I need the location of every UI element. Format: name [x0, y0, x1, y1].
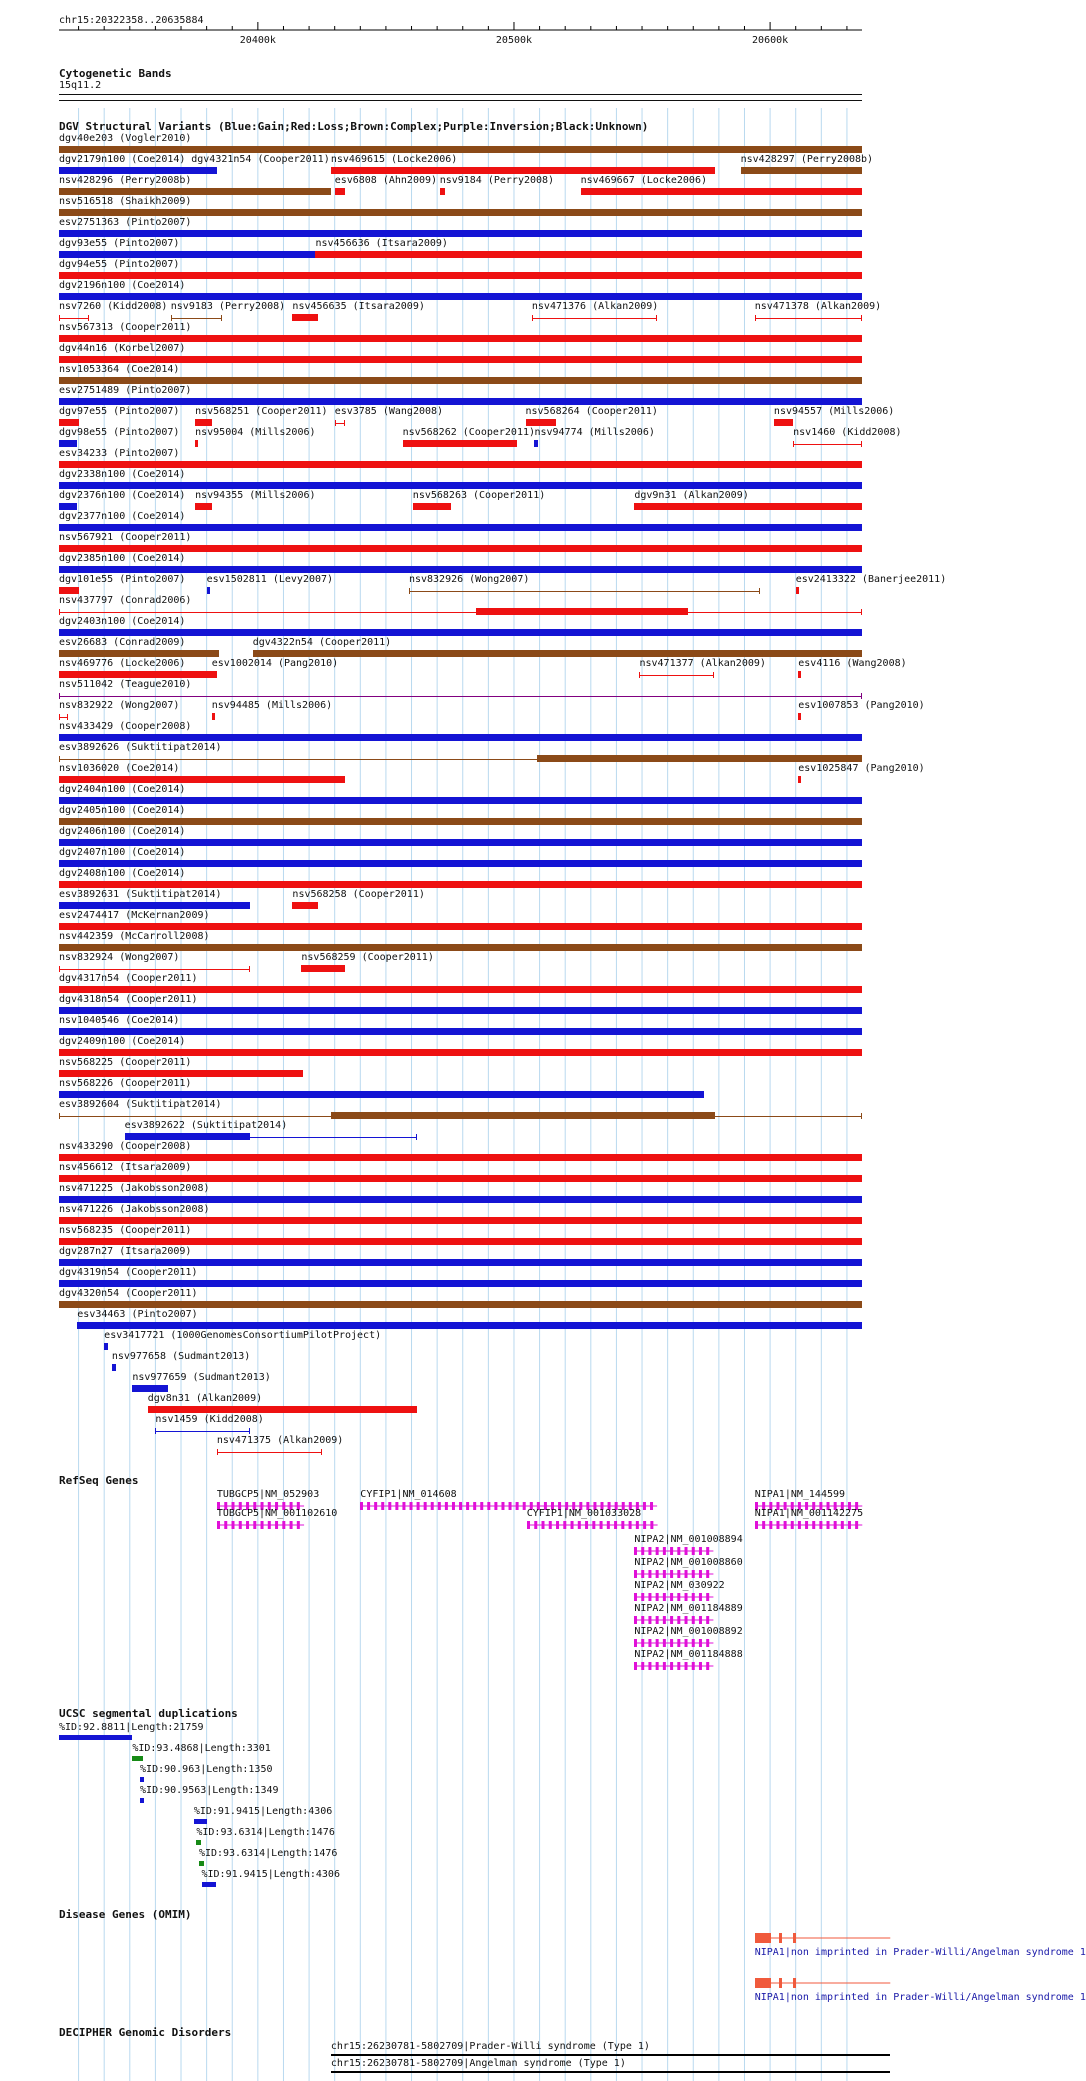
variant-bar[interactable] [59, 776, 345, 783]
variant-bar[interactable] [476, 608, 689, 615]
variant-bar[interactable] [413, 503, 451, 510]
variant-label: dgv2408n100 (Coe2014) [59, 868, 186, 879]
variant-label: nsv94355 (Mills2006) [195, 490, 316, 501]
variant-cap[interactable] [59, 315, 60, 321]
variant-bar[interactable] [217, 1452, 322, 1453]
variant-label: esv3892622 (Suktitipat2014) [124, 1120, 288, 1131]
variant-label: dgv4322n54 (Cooper2011) [252, 637, 392, 648]
gene-model[interactable] [217, 1520, 306, 1530]
segdup-label: %ID:90.963|Length:1350 [140, 1764, 273, 1775]
omim-gene-model[interactable] [755, 1977, 890, 1991]
gene-model[interactable] [634, 1661, 715, 1671]
variant-label: nsv9183 (Perry2008) [170, 301, 286, 312]
variant-label: esv2751489 (Pinto2007) [59, 385, 192, 396]
cytoband-bar-bottom [59, 100, 862, 101]
variant-label: dgv8n31 (Alkan2009) [147, 1393, 263, 1404]
decipher-label: chr15:26230781-5802709|Angelman syndrome (Type 1) [330, 2058, 626, 2069]
variant-label: nsv568258 (Cooper2011) [292, 889, 425, 900]
variant-label: dgv4321n54 (Cooper2011) [191, 154, 330, 165]
omim-label: NIPA1|non imprinted in Prader-Willi/Angelman syndrome 1 [754, 1992, 1086, 2003]
ruler-tick-label: 20600k [752, 35, 789, 46]
variant-label: nsv9184 (Perry2008) [439, 175, 555, 186]
variant-label: dgv2407n100 (Coe2014) [59, 847, 186, 858]
ruler-tick-label: 20500k [495, 35, 533, 46]
cytoband-label: 15q11.2 [59, 80, 102, 91]
segdup-label: %ID:93.6314|Length:1476 [196, 1827, 335, 1838]
variant-cap[interactable] [759, 588, 760, 594]
variant-bar[interactable] [104, 1343, 108, 1350]
variant-bar[interactable] [59, 209, 862, 216]
variant-label: nsv568263 (Cooper2011) [412, 490, 546, 501]
variant-bar[interactable] [59, 1070, 303, 1077]
variant-bar[interactable] [59, 1091, 704, 1098]
variant-label: nsv94557 (Mills2006) [773, 406, 895, 417]
variant-label: nsv469615 (Locke2006) [330, 154, 458, 165]
variant-cap[interactable] [335, 420, 336, 426]
variant-bar[interactable] [191, 167, 217, 174]
variant-bar[interactable] [59, 1049, 862, 1056]
variant-bar[interactable] [639, 675, 713, 676]
variant-label: nsv471375 (Alkan2009) [216, 1435, 344, 1446]
gene-model[interactable] [755, 1520, 864, 1530]
variant-bar[interactable] [171, 318, 222, 319]
variant-bar[interactable] [59, 293, 862, 300]
variant-label: nsv456636 (Itsara2009) [315, 238, 448, 249]
locus-label: chr15:20322358..20635884 [59, 15, 204, 26]
variant-bar[interactable] [59, 272, 862, 279]
coordinate-ruler[interactable] [0, 0, 890, 50]
variant-label: esv3892626 (Suktitipat2014) [59, 742, 222, 753]
variant-label: nsv568226 (Cooper2011) [59, 1078, 192, 1089]
segdup-label: %ID:92.8811|Length:21759 [59, 1722, 204, 1733]
variant-label: nsv832924 (Wong2007) [59, 952, 180, 963]
variant-label: esv26683 (Conrad2009) [59, 637, 186, 648]
variant-bar[interactable] [59, 419, 79, 426]
variant-bar[interactable] [59, 1238, 862, 1245]
variant-bar[interactable] [59, 167, 191, 174]
variant-label: nsv428297 (Perry2008b) [740, 154, 874, 165]
segdup-bar[interactable] [202, 1882, 216, 1887]
variant-cap[interactable] [88, 315, 89, 321]
gene-label: CYFIP1|NM_001033028 [526, 1508, 642, 1519]
variant-label: nsv832926 (Wong2007) [408, 574, 530, 585]
variant-bar[interactable] [59, 524, 862, 531]
variant-label: esv1007853 (Pang2010) [798, 700, 925, 711]
variant-bar[interactable] [301, 965, 345, 972]
variant-bar[interactable] [59, 566, 862, 573]
variant-bar[interactable] [155, 1431, 250, 1432]
variant-cap[interactable] [713, 672, 714, 678]
variant-bar[interactable] [195, 440, 198, 447]
variant-bar[interactable] [212, 713, 215, 720]
variant-label: dgv287n27 (Itsara2009) [59, 1246, 192, 1257]
variant-label: dgv44n16 (Korbel2007) [59, 343, 186, 354]
variant-bar[interactable] [59, 969, 250, 970]
variant-label: esv3785 (Wang2008) [334, 406, 444, 417]
segdup-label: %ID:93.4868|Length:3301 [132, 1743, 271, 1754]
variant-label: nsv1040546 (Coe2014) [59, 1015, 180, 1026]
variant-label: dgv94e55 (Pinto2007) [59, 259, 180, 270]
variant-cap[interactable] [861, 609, 862, 615]
variant-label: nsv471226 (Jakobsson2008) [59, 1204, 210, 1215]
variant-label: nsv568251 (Cooper2011) [195, 406, 328, 417]
variant-bar[interactable] [59, 335, 862, 342]
variant-label: dgv4319n54 (Cooper2011) [59, 1267, 198, 1278]
variant-label: nsv568259 (Cooper2011) [301, 952, 434, 963]
variant-cap[interactable] [59, 966, 60, 972]
variant-label: dgv2377n100 (Coe2014) [59, 511, 186, 522]
variant-bar[interactable] [59, 1280, 862, 1287]
segdup-bar[interactable] [132, 1756, 142, 1761]
variant-label: nsv94485 (Mills2006) [211, 700, 333, 711]
variant-label: nsv469667 (Locke2006) [580, 175, 707, 186]
variant-bar[interactable] [59, 1217, 862, 1224]
variant-bar[interactable] [59, 902, 250, 909]
variant-label: dgv93e55 (Pinto2007) [59, 238, 180, 249]
variant-label: nsv567313 (Cooper2011) [59, 322, 192, 333]
variant-label: nsv471376 (Alkan2009) [531, 301, 659, 312]
variant-label: nsv568235 (Cooper2011) [59, 1225, 192, 1236]
variant-bar[interactable] [59, 251, 315, 258]
variant-bar[interactable] [798, 713, 801, 720]
variant-label: nsv471378 (Alkan2009) [754, 301, 882, 312]
variant-bar[interactable] [335, 188, 345, 195]
variant-bar[interactable] [537, 755, 862, 762]
variant-label: nsv1459 (Kidd2008) [155, 1414, 264, 1425]
variant-cap[interactable] [861, 1113, 862, 1119]
variant-label: esv1025847 (Pang2010) [798, 763, 925, 774]
variant-label: esv34233 (Pinto2007) [59, 448, 180, 459]
variant-label: dgv2376n100 (Coe2014) [59, 490, 186, 501]
gene-label: NIPA2|NM_001184888 [634, 1649, 743, 1660]
variant-label: nsv456635 (Itsara2009) [292, 301, 425, 312]
variant-label: dgv2405n100 (Coe2014) [59, 805, 186, 816]
variant-cap[interactable] [59, 1113, 60, 1119]
variant-bar[interactable] [59, 1301, 862, 1308]
variant-bar[interactable] [132, 1385, 168, 1392]
variant-cap[interactable] [59, 714, 60, 720]
refseq-track-title: RefSeq Genes [59, 1474, 139, 1487]
variant-bar[interactable] [315, 251, 862, 258]
gene-label: TUBGCP5|NM_052903 [216, 1489, 320, 1500]
variant-label: nsv7260 (Kidd2008) [59, 301, 168, 312]
variant-label: esv1002014 (Pang2010) [211, 658, 339, 669]
variant-label: nsv428296 (Perry2008b) [59, 175, 192, 186]
variant-label: dgv98e55 (Pinto2007) [59, 427, 180, 438]
variant-bar[interactable] [741, 167, 862, 174]
variant-bar[interactable] [59, 318, 89, 319]
variant-label: nsv1053364 (Coe2014) [59, 364, 180, 375]
variant-bar[interactable] [292, 314, 318, 321]
variant-label: dgv2385n100 (Coe2014) [59, 553, 186, 564]
variant-label: nsv977658 (Sudmant2013) [111, 1351, 251, 1362]
variant-bar[interactable] [59, 818, 862, 825]
gene-label: CYFIP1|NM_014608 [360, 1489, 457, 1500]
variant-bar[interactable] [59, 797, 862, 804]
variant-bar[interactable] [59, 923, 862, 930]
variant-bar[interactable] [77, 1322, 862, 1329]
variant-bar[interactable] [331, 167, 715, 174]
gene-label: NIPA1|NM_001142275 [754, 1508, 864, 1519]
variant-cap[interactable] [639, 672, 640, 678]
variant-label: esv3892631 (Suktitipat2014) [59, 889, 222, 900]
decipher-bar[interactable] [331, 2071, 890, 2073]
variant-label: esv2474417 (McKernan2009) [59, 910, 210, 921]
variant-cap[interactable] [155, 1428, 156, 1434]
gene-label: NIPA1|NM_144599 [754, 1489, 846, 1500]
variant-bar[interactable] [59, 650, 219, 657]
gene-model[interactable] [527, 1520, 660, 1530]
variant-bar[interactable] [59, 1007, 862, 1014]
omim-track-title: Disease Genes (OMIM) [59, 1908, 192, 1921]
gene-model[interactable] [634, 1569, 715, 1579]
variant-bar[interactable] [59, 612, 862, 613]
variant-cap[interactable] [793, 441, 794, 447]
variant-bar[interactable] [112, 1364, 116, 1371]
variant-cap[interactable] [249, 1428, 250, 1434]
variant-bar[interactable] [59, 377, 862, 384]
variant-label: dgv101e55 (Pinto2007) [59, 574, 186, 585]
decipher-bar[interactable] [331, 2054, 890, 2056]
variant-bar[interactable] [796, 587, 799, 594]
variant-bar[interactable] [59, 440, 77, 447]
variant-label: nsv567921 (Cooper2011) [59, 532, 192, 543]
variant-bar[interactable] [59, 1196, 862, 1203]
variant-bar[interactable] [59, 629, 862, 636]
variant-bar[interactable] [59, 986, 862, 993]
variant-bar[interactable] [59, 1259, 862, 1266]
variant-label: esv3417721 (1000GenomesConsortiumPilotProject) [104, 1330, 382, 1341]
segdup-label: %ID:90.9563|Length:1349 [140, 1785, 279, 1796]
variant-bar[interactable] [532, 318, 657, 319]
variant-bar[interactable] [534, 440, 537, 447]
variant-cap[interactable] [861, 441, 862, 447]
variant-bar[interactable] [59, 734, 862, 741]
variant-bar[interactable] [59, 839, 862, 846]
variant-cap[interactable] [249, 966, 250, 972]
variant-bar[interactable] [59, 1175, 862, 1182]
variant-label: dgv40e203 (Vogler2010) [59, 133, 192, 144]
variant-bar[interactable] [207, 587, 210, 594]
variant-label: esv4116 (Wang2008) [798, 658, 907, 669]
variant-label: dgv2179n100 (Coe2014) [59, 154, 186, 165]
variant-bar[interactable] [195, 503, 212, 510]
variant-bar[interactable] [755, 318, 862, 319]
variant-bar[interactable] [59, 398, 862, 405]
variant-bar[interactable] [59, 146, 862, 153]
dgv-track-title: DGV Structural Variants (Blue:Gain;Red:Loss;Brown:Complex;Purple:Inversion;Black:Unknown) [59, 120, 649, 133]
variant-cap[interactable] [59, 693, 60, 699]
variant-cap[interactable] [755, 315, 756, 321]
variant-label: nsv568225 (Cooper2011) [59, 1057, 192, 1068]
variant-bar[interactable] [798, 671, 801, 678]
variant-cap[interactable] [321, 1449, 322, 1455]
variant-bar[interactable] [59, 482, 862, 489]
variant-label: nsv471225 (Jakobsson2008) [59, 1183, 210, 1194]
variant-bar[interactable] [59, 545, 862, 552]
variant-bar[interactable] [440, 188, 445, 195]
variant-label: dgv2196n100 (Coe2014) [59, 280, 186, 291]
variant-bar[interactable] [59, 860, 862, 867]
segdup-bar[interactable] [196, 1840, 201, 1845]
gene-label: NIPA2|NM_001184889 [634, 1603, 743, 1614]
variant-cap[interactable] [416, 1134, 417, 1140]
gene-model[interactable] [634, 1638, 715, 1648]
variant-bar[interactable] [59, 881, 862, 888]
variant-label: nsv433290 (Cooper2008) [59, 1141, 192, 1152]
variant-label: nsv95004 (Mills2006) [195, 427, 316, 438]
segdup-bar[interactable] [194, 1819, 207, 1824]
variant-label: nsv471377 (Alkan2009) [639, 658, 766, 669]
gene-model[interactable] [634, 1546, 715, 1556]
variant-bar[interactable] [403, 440, 517, 447]
variant-cap[interactable] [656, 315, 657, 321]
variant-cap[interactable] [532, 315, 533, 321]
variant-bar[interactable] [59, 1028, 862, 1035]
variant-label: esv2413322 (Banerjee2011) [795, 574, 947, 585]
variant-cap[interactable] [861, 693, 862, 699]
variant-label: nsv1460 (Kidd2008) [793, 427, 902, 438]
variant-label: esv2751363 (Pinto2007) [59, 217, 192, 228]
segdup-label: %ID:93.6314|Length:1476 [198, 1848, 338, 1859]
variant-bar[interactable] [125, 1133, 250, 1140]
variant-label: nsv433429 (Cooper2008) [59, 721, 192, 732]
variant-bar[interactable] [292, 902, 318, 909]
omim-label: NIPA1|non imprinted in Prader-Willi/Angelman syndrome 1 [754, 1947, 1086, 1958]
omim-gene-model[interactable] [755, 1932, 890, 1946]
ruler-tick-label: 20400k [239, 35, 276, 46]
gene-model[interactable] [634, 1592, 715, 1602]
variant-cap[interactable] [221, 315, 222, 321]
variant-bar[interactable] [59, 587, 79, 594]
variant-bar[interactable] [793, 444, 862, 445]
variant-label: nsv456612 (Itsara2009) [59, 1162, 192, 1173]
variant-cap[interactable] [171, 315, 172, 321]
variant-label: nsv977659 (Sudmant2013) [132, 1372, 271, 1383]
gene-label: NIPA2|NM_001008892 [634, 1626, 743, 1637]
variant-bar[interactable] [59, 188, 331, 195]
variant-cap[interactable] [344, 420, 345, 426]
variant-label: esv6808 (Ahn2009) [334, 175, 438, 186]
variant-label: esv1502811 (Levy2007) [206, 574, 334, 585]
variant-bar[interactable] [581, 188, 862, 195]
segdup-label: %ID:91.9415|Length:4306 [201, 1869, 340, 1880]
variant-bar[interactable] [59, 356, 862, 363]
variant-label: dgv2406n100 (Coe2014) [59, 826, 186, 837]
segdup-bar[interactable] [199, 1861, 204, 1866]
decipher-track-title: DECIPHER Genomic Disorders [59, 2026, 232, 2039]
segdup-bar[interactable] [59, 1735, 132, 1740]
variant-bar[interactable] [798, 776, 801, 783]
variant-label: dgv2338n100 (Coe2014) [59, 469, 186, 480]
variant-bar[interactable] [212, 671, 215, 678]
variant-label: nsv1036020 (Coe2014) [59, 763, 180, 774]
variant-cap[interactable] [59, 609, 60, 615]
variant-label: dgv9n31 (Alkan2009) [634, 490, 749, 501]
variant-bar[interactable] [59, 230, 862, 237]
segdup-label: %ID:91.9415|Length:4306 [193, 1806, 333, 1817]
variant-label: nsv437797 (Conrad2006) [59, 595, 192, 606]
variant-label: nsv516518 (Shaikh2009) [59, 196, 192, 207]
variant-label: nsv832922 (Wong2007) [59, 700, 180, 711]
segdup-track-title: UCSC segmental duplications [59, 1707, 238, 1720]
variant-cap[interactable] [409, 588, 410, 594]
variant-bar[interactable] [59, 671, 217, 678]
variant-label: dgv4317n54 (Cooper2011) [59, 973, 198, 984]
variant-label: dgv4318n54 (Cooper2011) [59, 994, 198, 1005]
gene-label: NIPA2|NM_001008894 [634, 1534, 743, 1545]
variant-bar[interactable] [59, 1154, 862, 1161]
decipher-label: chr15:26230781-5802709|Prader-Willi syndrome (Type 1) [330, 2041, 650, 2052]
variant-bar[interactable] [59, 696, 862, 697]
variant-label: nsv94774 (Mills2006) [534, 427, 655, 438]
variant-label: nsv442359 (McCarroll2008) [59, 931, 210, 942]
variant-bar[interactable] [59, 461, 862, 468]
segdup-bar[interactable] [140, 1798, 144, 1803]
variant-label: esv34463 (Pinto2007) [77, 1309, 198, 1320]
variant-label: nsv568262 (Cooper2011) [402, 427, 536, 438]
variant-bar[interactable] [409, 591, 760, 592]
cytoband-bar [59, 94, 862, 95]
variant-label: dgv97e55 (Pinto2007) [59, 406, 180, 417]
variant-label: nsv469776 (Locke2006) [59, 658, 186, 669]
variant-cap[interactable] [67, 714, 68, 720]
variant-bar[interactable] [331, 1112, 715, 1119]
gene-model[interactable] [634, 1615, 715, 1625]
variant-label: dgv2404n100 (Coe2014) [59, 784, 186, 795]
gene-label: NIPA2|NM_030922 [634, 1580, 725, 1591]
variant-label: dgv2403n100 (Coe2014) [59, 616, 186, 627]
variant-bar[interactable] [774, 419, 793, 426]
variant-label: esv3892604 (Suktitipat2014) [59, 1099, 222, 1110]
variant-label: dgv2409n100 (Coe2014) [59, 1036, 186, 1047]
variant-label: nsv511042 (Teague2010) [59, 679, 192, 690]
gene-label: TUBGCP5|NM_001102610 [216, 1508, 338, 1519]
variant-bar[interactable] [59, 944, 862, 951]
variant-label: nsv568264 (Cooper2011) [525, 406, 658, 417]
variant-bar[interactable] [634, 503, 862, 510]
variant-cap[interactable] [217, 1449, 218, 1455]
segdup-bar[interactable] [140, 1777, 144, 1782]
variant-bar[interactable] [253, 650, 862, 657]
gene-label: NIPA2|NM_001008860 [634, 1557, 743, 1568]
variant-bar[interactable] [148, 1406, 417, 1413]
variant-bar[interactable] [59, 503, 77, 510]
cytoband-track-title: Cytogenetic Bands [59, 67, 172, 80]
variant-label: dgv4320n54 (Cooper2011) [59, 1288, 198, 1299]
variant-bar[interactable] [195, 419, 212, 426]
variant-cap[interactable] [59, 756, 60, 762]
variant-cap[interactable] [861, 315, 862, 321]
variant-bar[interactable] [526, 419, 557, 426]
